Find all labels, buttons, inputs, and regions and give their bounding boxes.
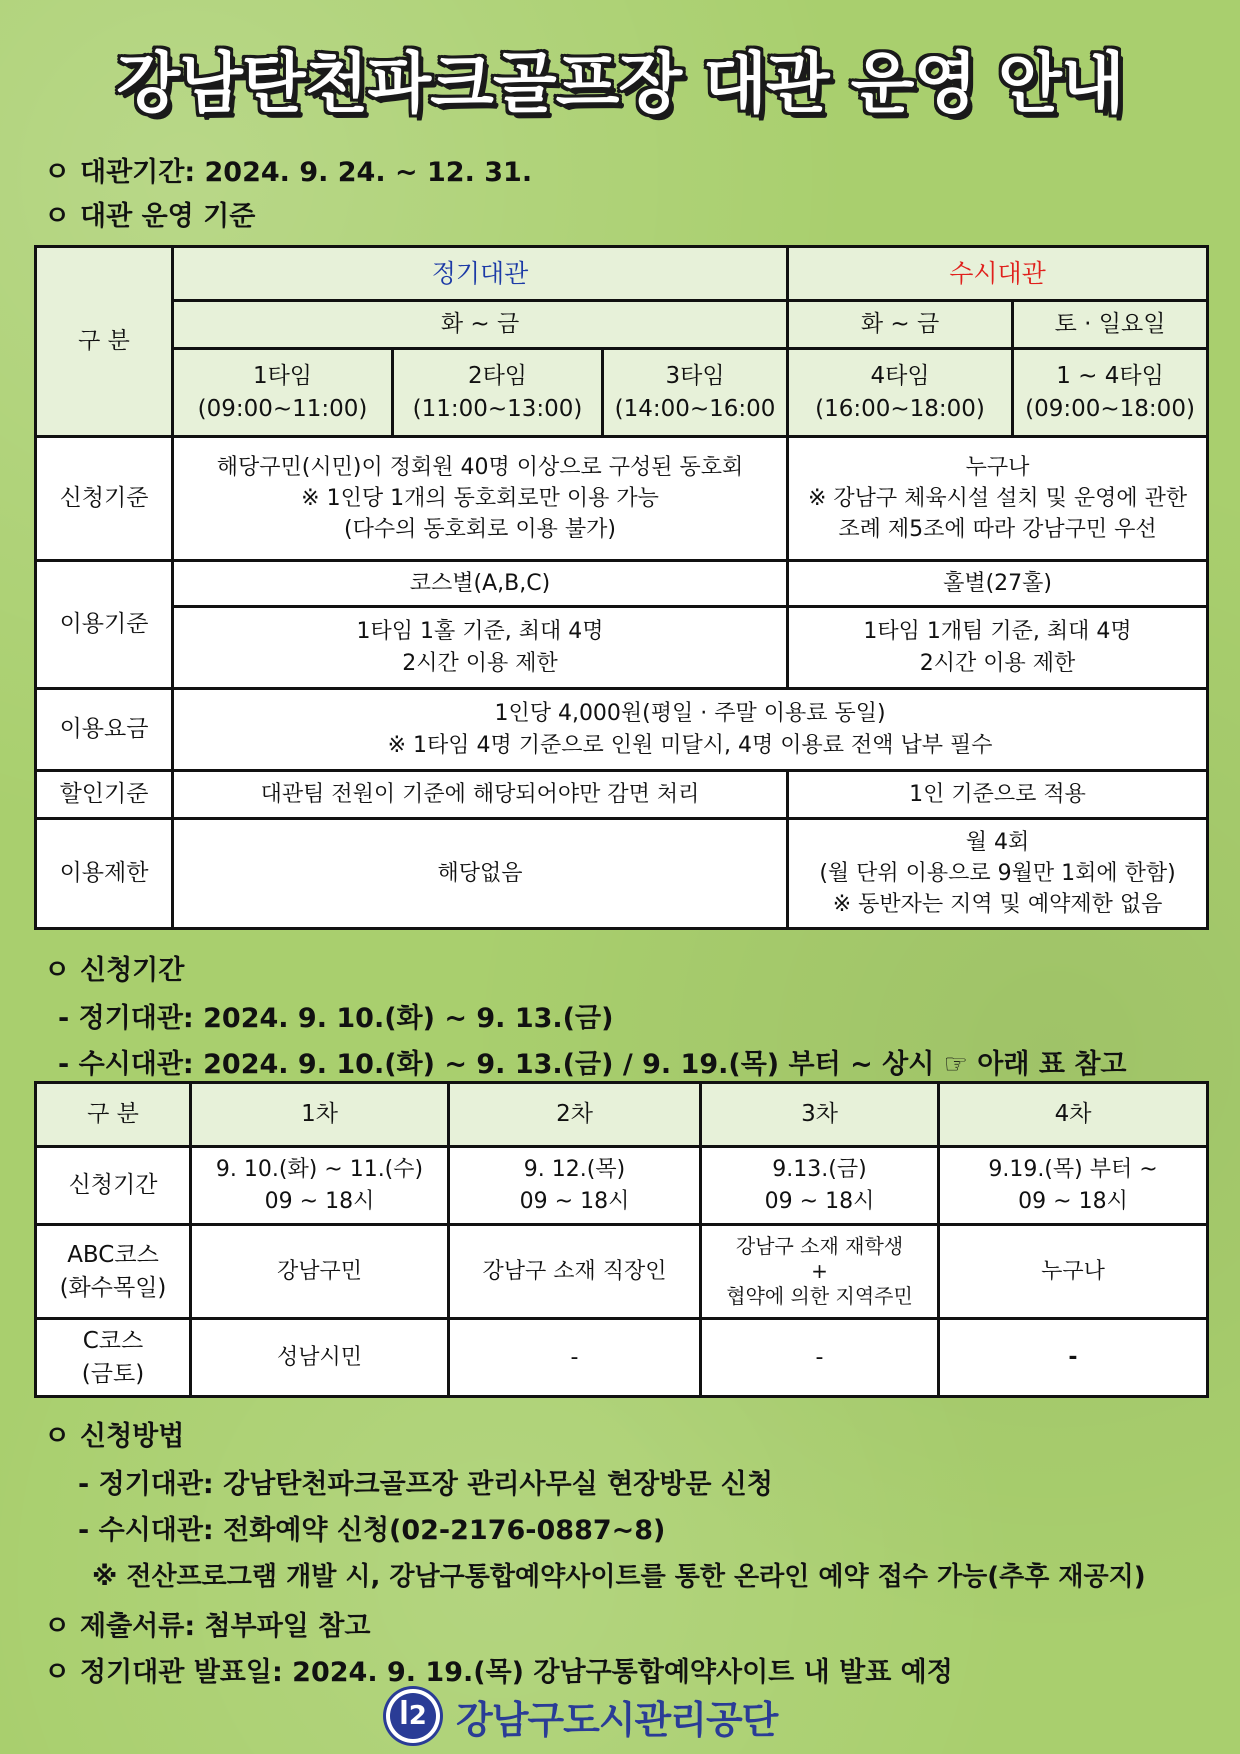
- method-heading: ㅇ 신청방법: [44, 1414, 184, 1453]
- rental-period: ㅇ 대관기간: 2024. 9. 24. ~ 12. 31.: [44, 150, 532, 189]
- method-note: ※ 전산프로그램 개발 시, 강남구통합예약사이트를 통한 온라인 예약 접수 가능(추후 재공지): [92, 1562, 1146, 1592]
- abc-round-4: 누구나: [939, 1225, 1208, 1319]
- apply-period-heading: ㅇ 신청기간: [44, 948, 184, 987]
- organization-logo: [386, 1688, 777, 1744]
- gangnam-emblem-icon: ꟾ2: [386, 1689, 440, 1743]
- fee-value: 1인당 4,000원(평일 · 주말 이용료 동일) ※ 1타임 4명 기준으로 인원 미달시, 4명 이용료 전액 납부 필수: [173, 689, 1208, 771]
- method-regular: - 정기대관: 강남탄천파크골프장 관리사무실 현장방문 신청: [78, 1469, 773, 1500]
- time-slot-2: 2타임 (11:00~13:00): [393, 349, 603, 437]
- bullet-icon: ㅇ: [44, 201, 71, 232]
- page-title: 강남탄천파크골프장 대관 운영 안내: [116, 45, 1124, 122]
- use-criteria-regular: 1타임 1홀 기준, 최대 4명 2시간 이용 제한: [173, 607, 788, 689]
- criteria-heading: ㅇ 대관 운영 기준: [44, 194, 255, 233]
- announce: ㅇ 정기대관 발표일: 2024. 9. 19.(목) 강남구통합예약사이트 내 발표 예정: [44, 1650, 953, 1689]
- round-4-header: 4차: [939, 1083, 1208, 1147]
- occasional-weekend: 토 · 일요일: [1013, 301, 1208, 349]
- abc-round-3: [701, 1225, 939, 1319]
- occasional-weekdays: 화 ~ 금: [788, 301, 1013, 349]
- use-unit-regular: 코스별(A,B,C): [173, 561, 788, 607]
- abc-course-label: ABC코스 (화수목일): [36, 1225, 191, 1319]
- round-3-header: 3차: [701, 1083, 939, 1147]
- documents: ㅇ 제출서류: 첨부파일 참고: [44, 1604, 370, 1643]
- period-round-2: 9. 12.(목) 09 ~ 18시: [449, 1147, 701, 1225]
- fee-label: 이용요금: [36, 689, 173, 771]
- period-label: 신청기간: [36, 1147, 191, 1225]
- discount-label: 할인기준: [36, 771, 173, 819]
- apply-criteria-label: 신청기준: [36, 437, 173, 561]
- bullet-icon: ㅇ: [44, 955, 71, 986]
- c-round-1: 성남시민: [191, 1319, 449, 1397]
- criteria-table: [34, 245, 1209, 930]
- limit-label: 이용제한: [36, 819, 173, 929]
- c-round-2: -: [449, 1319, 701, 1397]
- period-round-4: 9.19.(목) 부터 ~ 09 ~ 18시: [939, 1147, 1208, 1225]
- bullet-icon: ㅇ: [44, 157, 71, 188]
- period-round-1: 9. 10.(화) ~ 11.(수) 09 ~ 18시: [191, 1147, 449, 1225]
- abc-round-2: 강남구 소재 직장인: [449, 1225, 701, 1319]
- bullet-icon: ㅇ: [44, 1421, 71, 1452]
- time-slot-1: 1타임 (09:00~11:00): [173, 349, 393, 437]
- apply-occasional-line: - 수시대관: 2024. 9. 10.(화) ~ 9. 13.(금) / 9. 19.(목) 부터 ~ 상시 ☞ 아래 표 참고: [58, 1049, 1127, 1080]
- c-round-4: -: [939, 1319, 1208, 1397]
- bullet-icon: ㅇ: [44, 1657, 71, 1688]
- apply-schedule-table: [34, 1081, 1209, 1398]
- time-slot-4: 4타임 (16:00~18:00): [788, 349, 1013, 437]
- abc-round-3-line-3: 협약에 의한 지역주민: [726, 1284, 913, 1308]
- time-slot-3: 3타임 (14:00~16:00: [603, 349, 788, 437]
- method-occasional: - 수시대관: 전화예약 신청(02-2176-0887~8): [78, 1515, 666, 1546]
- bullet-icon: ㅇ: [44, 1611, 71, 1642]
- discount-regular: 대관팀 전원이 기준에 해당되어야만 감면 처리: [173, 771, 788, 819]
- use-criteria-label: 이용기준: [36, 561, 173, 689]
- c-round-3: -: [701, 1319, 939, 1397]
- organization-name: 강남구도시관리공단: [456, 1697, 778, 1742]
- round-2-header: 2차: [449, 1083, 701, 1147]
- c-course-label: C코스 (금토): [36, 1319, 191, 1397]
- discount-occasional: 1인 기준으로 적용: [788, 771, 1208, 819]
- abc-round-3-line-2: +: [811, 1259, 828, 1283]
- period-round-3: 9.13.(금) 09 ~ 18시: [701, 1147, 939, 1225]
- category-header: 구 분: [36, 1083, 191, 1147]
- round-1-header: 1차: [191, 1083, 449, 1147]
- occasional-rental-header: 수시대관: [788, 247, 1208, 301]
- category-header: 구 분: [36, 247, 173, 437]
- use-unit-occasional: 홀별(27홀): [788, 561, 1208, 607]
- abc-round-3-line-1: 강남구 소재 재학생: [735, 1234, 904, 1258]
- regular-rental-header: 정기대관: [173, 247, 788, 301]
- regular-days: 화 ~ 금: [173, 301, 788, 349]
- time-slot-weekend: 1 ~ 4타임 (09:00~18:00): [1013, 349, 1208, 437]
- limit-regular: 해당없음: [173, 819, 788, 929]
- apply-regular-line: - 정기대관: 2024. 9. 10.(화) ~ 9. 13.(금): [58, 1003, 614, 1034]
- limit-occasional: 월 4회 (월 단위 이용으로 9월만 1회에 한함) ※ 동반자는 지역 및 예약제한 없음: [788, 819, 1208, 929]
- apply-criteria-regular: 해당구민(시민)이 정회원 40명 이상으로 구성된 동호회 ※ 1인당 1개의 동호회로만 이용 가능 (다수의 동호회로 이용 불가): [173, 437, 788, 561]
- abc-round-1: 강남구민: [191, 1225, 449, 1319]
- use-criteria-occasional: 1타임 1개팀 기준, 최대 4명 2시간 이용 제한: [788, 607, 1208, 689]
- apply-criteria-occasional: 누구나 ※ 강남구 체육시설 설치 및 운영에 관한 조례 제5조에 따라 강남구민 우선: [788, 437, 1208, 561]
